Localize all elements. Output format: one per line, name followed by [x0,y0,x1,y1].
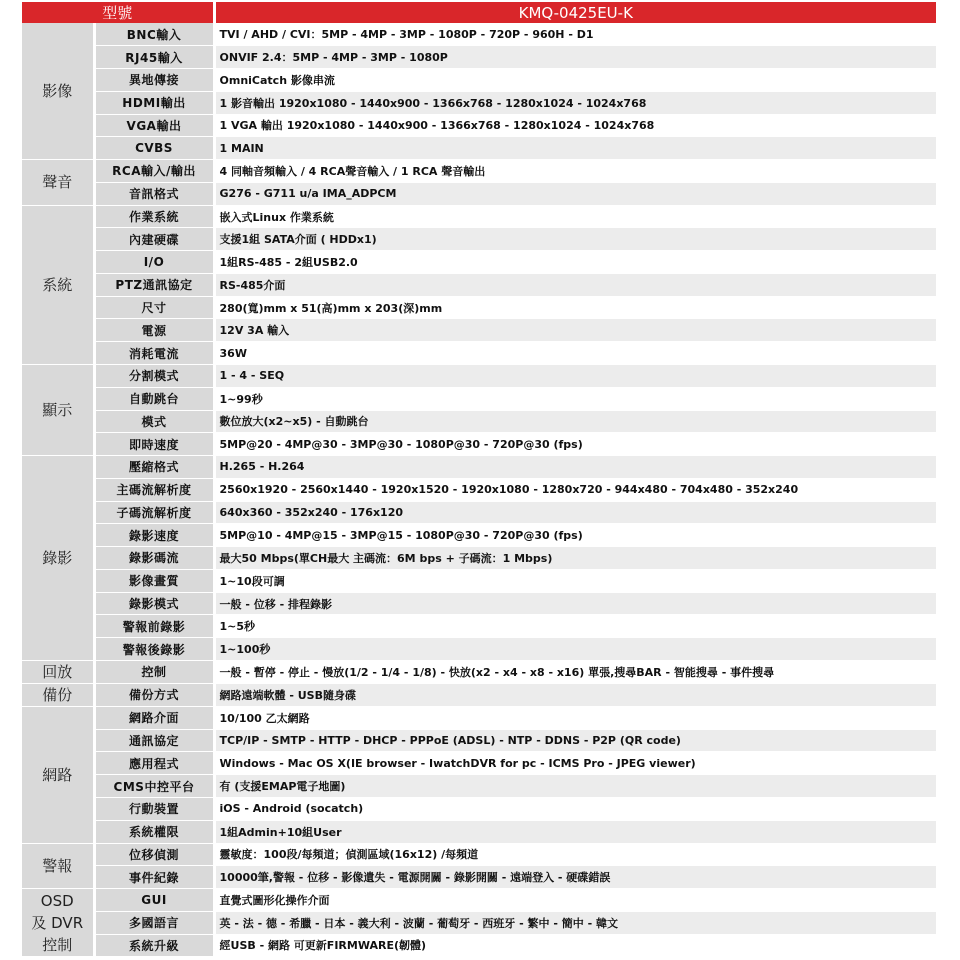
spec-row [22,205,936,228]
spec-value: ONVIF 2.4：5MP - 4MP - 3MP - 1080P [214,46,936,69]
spec-value: 4 同軸音頻輸入 / 4 RCA聲音輸入 / 1 RCA 聲音輸出 [214,160,936,183]
spec-value: iOS - Android (socatch) [214,798,936,821]
spec-label: CVBS [94,137,214,160]
spec-row [22,410,936,433]
spec-row [22,319,936,342]
spec-row [22,251,936,274]
spec-row [22,820,936,843]
spec-row [22,524,936,547]
spec-label: 消耗電流 [94,342,214,365]
spec-value: 10000筆,警報 - 位移 - 影像遺失 - 電源開關 - 錄影開關 - 遠端登入 - 硬碟錯誤 [214,866,936,889]
spec-row [22,137,936,160]
spec-row [22,501,936,524]
spec-label: 尺寸 [94,296,214,319]
spec-row [22,228,936,251]
spec-row [22,798,936,821]
spec-value: 英 - 法 - 德 - 希臘 - 日本 - 義大利 - 波蘭 - 葡萄牙 - 西班牙 - 繁中 - 簡中 - 韓文 [214,911,936,934]
spec-table-body [22,23,936,957]
section-category: 聲音 [22,160,94,206]
section-category: 系統 [22,205,94,364]
spec-label: GUI [94,889,214,912]
spec-value: RS-485介面 [214,273,936,296]
spec-value: 直覺式圖形化操作介面 [214,889,936,912]
spec-value: 1~5秒 [214,615,936,638]
spec-value: 5MP@10 - 4MP@15 - 3MP@15 - 1080P@30 - 720P@30 (fps) [214,524,936,547]
section-category: OSD 及 DVR 控制 [22,889,94,957]
spec-value: 一般 - 暫停 - 停止 - 慢放(1/2 - 1/4 - 1/8) - 快放(x2 - x4 - x8 - x16) 單張,搜尋BAR - 智能搜尋 - 事件搜尋 [214,660,936,683]
spec-value: 支援1組 SATA介面 ( HDDx1) [214,228,936,251]
spec-label: 子碼流解析度 [94,501,214,524]
spec-row [22,160,936,183]
spec-label: 主碼流解析度 [94,478,214,501]
spec-value: 5MP@20 - 4MP@30 - 3MP@30 - 1080P@30 - 720P@30 (fps) [214,433,936,456]
spec-value: OmniCatch 影像串流 [214,69,936,92]
spec-value: 1~10段可調 [214,569,936,592]
spec-label: 控制 [94,660,214,683]
spec-value: 經USB - 網路 可更新FIRMWARE(韌體) [214,934,936,957]
spec-value: TCP/IP - SMTP - HTTP - DHCP - PPPoE (ADSL) - NTP - DDNS - P2P (QR code) [214,729,936,752]
spec-row [22,114,936,137]
spec-label: 壓縮格式 [94,456,214,479]
spec-row [22,182,936,205]
spec-label: 錄影模式 [94,592,214,615]
spec-value: H.265 - H.264 [214,456,936,479]
spec-value: 有 (支援EMAP電子地圖) [214,775,936,798]
spec-value: 一般 - 位移 - 排程錄影 [214,592,936,615]
spec-row [22,273,936,296]
spec-label: 音訊格式 [94,182,214,205]
spec-label: 錄影速度 [94,524,214,547]
spec-row [22,433,936,456]
section-category: 備份 [22,683,94,706]
spec-value: 1 影音輸出 1920x1080 - 1440x900 - 1366x768 - 1280x1024 - 1024x768 [214,91,936,114]
spec-row [22,91,936,114]
spec-row [22,364,936,387]
spec-value: 1~99秒 [214,387,936,410]
spec-label: CMS中控平台 [94,775,214,798]
spec-value: 嵌入式Linux 作業系統 [214,205,936,228]
spec-row [22,843,936,866]
spec-label: 分割模式 [94,364,214,387]
spec-value: G276 - G711 u/a IMA_ADPCM [214,182,936,205]
spec-label: 位移偵測 [94,843,214,866]
spec-row [22,478,936,501]
spec-row [22,752,936,775]
section-category: 警報 [22,843,94,889]
spec-label: 內建硬碟 [94,228,214,251]
section-category: 錄影 [22,456,94,661]
spec-value: 1 MAIN [214,137,936,160]
spec-label: 通訊協定 [94,729,214,752]
spec-label: 模式 [94,410,214,433]
spec-row [22,729,936,752]
spec-label: 即時速度 [94,433,214,456]
spec-value: TVI / AHD / CVI：5MP - 4MP - 3MP - 1080P - 720P - 960H - D1 [214,23,936,46]
spec-row [22,615,936,638]
spec-table-header [22,2,936,23]
spec-label: 行動裝置 [94,798,214,821]
spec-label: 警報後錄影 [94,638,214,661]
spec-value: 1~100秒 [214,638,936,661]
spec-label: 錄影碼流 [94,547,214,570]
spec-label: 系統權限 [94,820,214,843]
spec-row [22,866,936,889]
spec-value: 12V 3A 輸入 [214,319,936,342]
spec-sheet [22,2,936,957]
spec-label: 系統升級 [94,934,214,957]
spec-label: 備份方式 [94,683,214,706]
spec-label: 異地傳接 [94,69,214,92]
section-category: 影像 [22,23,94,160]
spec-row [22,69,936,92]
spec-value: 1組RS-485 - 2組USB2.0 [214,251,936,274]
spec-label: 電源 [94,319,214,342]
spec-row [22,342,936,365]
spec-row [22,296,936,319]
spec-label: 多國語言 [94,911,214,934]
spec-row [22,547,936,570]
spec-label: RCA輸入/輸出 [94,160,214,183]
spec-row [22,775,936,798]
spec-label: 自動跳台 [94,387,214,410]
spec-value: 36W [214,342,936,365]
spec-row [22,456,936,479]
spec-row [22,660,936,683]
spec-row [22,934,936,957]
spec-label: 作業系統 [94,205,214,228]
spec-row [22,23,936,46]
spec-label: I/O [94,251,214,274]
spec-label: BNC輸入 [94,23,214,46]
spec-label: PTZ通訊協定 [94,273,214,296]
spec-value: 最大50 Mbps(單CH最大 主碼流：6M bps + 子碼流：1 Mbps) [214,547,936,570]
spec-row [22,911,936,934]
spec-row [22,889,936,912]
spec-value: 2560x1920 - 2560x1440 - 1920x1520 - 1920x1080 - 1280x720 - 944x480 - 704x480 - 352x240 [214,478,936,501]
spec-value: Windows - Mac OS X(IE browser - IwatchDVR for pc - ICMS Pro - JPEG viewer) [214,752,936,775]
spec-label: RJ45輸入 [94,46,214,69]
spec-label: 事件紀錄 [94,866,214,889]
spec-value: 1 - 4 - SEQ [214,364,936,387]
model-label: 型號 [22,2,214,23]
spec-row [22,706,936,729]
spec-label: 網路介面 [94,706,214,729]
section-category: 網路 [22,706,94,843]
spec-label: 警報前錄影 [94,615,214,638]
spec-row [22,638,936,661]
spec-row [22,592,936,615]
spec-value: 1 VGA 輸出 1920x1080 - 1440x900 - 1366x768 - 1280x1024 - 1024x768 [214,114,936,137]
spec-row [22,683,936,706]
spec-value: 280(寬)mm x 51(高)mm x 203(深)mm [214,296,936,319]
model-value: KMQ-0425EU-K [214,2,936,23]
spec-value: 網路遠端軟體 - USB隨身碟 [214,683,936,706]
spec-row [22,387,936,410]
spec-value: 640x360 - 352x240 - 176x120 [214,501,936,524]
section-category: 回放 [22,660,94,683]
spec-label: 應用程式 [94,752,214,775]
spec-label: 影像畫質 [94,569,214,592]
spec-row [22,569,936,592]
spec-value: 數位放大(x2~x5) - 自動跳台 [214,410,936,433]
spec-label: VGA輸出 [94,114,214,137]
spec-row [22,46,936,69]
spec-value: 10/100 乙太網路 [214,706,936,729]
section-category: 顯示 [22,364,94,455]
spec-table [22,2,936,957]
spec-value: 1組Admin+10組User [214,820,936,843]
spec-label: HDMI輸出 [94,91,214,114]
spec-value: 靈敏度：100段/每頻道；偵測區域(16x12) /每頻道 [214,843,936,866]
